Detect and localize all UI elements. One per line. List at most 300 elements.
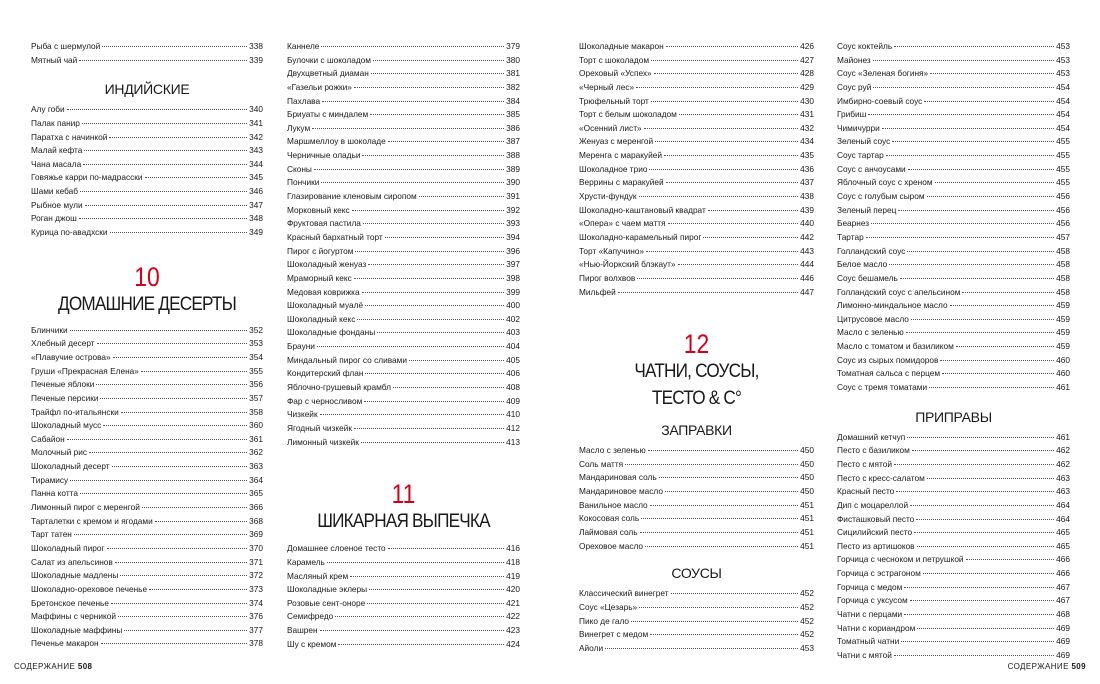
toc-entry [837, 313, 1070, 327]
section-title-sauces: СОУСЫ [671, 565, 722, 582]
entry-title: Миндальный пирог со сливами [287, 354, 407, 365]
entry-title: Соус «Зеленая богиня» [837, 68, 929, 79]
dot-leader [866, 237, 1054, 238]
entry-list [579, 40, 814, 299]
toc-entry [579, 601, 814, 615]
dot-leader [113, 357, 248, 358]
toc-entry [579, 587, 814, 601]
dot-leader [112, 466, 248, 467]
toc-entry [579, 615, 814, 629]
entry-title: Малай кефта [31, 145, 83, 156]
entry-page-number: 399 [506, 286, 520, 297]
dot-leader [927, 196, 1055, 197]
toc-entry [837, 340, 1070, 354]
entry-title: «Газельи рожки» [287, 81, 352, 92]
toc-entry [579, 40, 814, 54]
entry-page-number: 439 [800, 204, 814, 215]
entry-title: Яблочный соус с хреном [837, 177, 933, 188]
dot-leader [155, 521, 247, 522]
dot-leader [703, 237, 798, 238]
dot-leader [111, 603, 247, 604]
entry-page-number: 357 [249, 392, 263, 403]
dot-leader [900, 278, 1054, 279]
toc-entry [837, 190, 1070, 204]
entry-page-number: 394 [506, 231, 520, 242]
entry-page-number: 389 [506, 163, 520, 174]
toc-entry [287, 570, 520, 584]
entry-title: Шоколадный пирог [31, 542, 105, 553]
entry-title: Лимонно-миндальное масло [837, 300, 948, 311]
entry-title: Шоколадный женуаз [287, 259, 367, 270]
entry-title: Шоколадные фонданы [287, 327, 376, 338]
entry-title: Кондитерский флан [287, 368, 364, 379]
toc-entry [837, 540, 1070, 554]
dot-leader [97, 343, 248, 344]
dot-leader [641, 518, 798, 519]
entry-title: Тарталетки с кремом и ягодами [31, 515, 153, 526]
dot-leader [929, 387, 1054, 388]
entry-title: Палак панир [31, 117, 80, 128]
entry-title: Каннеле [287, 41, 320, 51]
dot-leader [639, 607, 798, 608]
entry-page-number: 412 [506, 422, 520, 433]
entry-page-number: 432 [800, 122, 814, 133]
entry-title: Майонез [837, 54, 871, 65]
entry-title: Шоколадные макарон [579, 41, 664, 51]
entry-page-number: 460 [1056, 354, 1070, 365]
toc-entry [31, 212, 263, 226]
entry-title: Песто из артишоков [837, 540, 915, 551]
entry-title: Шоколадный мусс [31, 420, 102, 431]
entry-page-number: 463 [1056, 472, 1070, 483]
entry-page-number: 457 [1056, 231, 1070, 242]
entry-page-number: 450 [800, 445, 814, 456]
entry-title: Трюфельный торт [579, 95, 649, 106]
dot-leader [645, 546, 798, 547]
entry-page-number: 362 [249, 447, 263, 458]
dot-leader [354, 278, 504, 279]
entry-title: Карамель [287, 556, 325, 567]
entry-page-number: 378 [249, 638, 263, 649]
entry-page-number: 451 [800, 527, 814, 538]
entry-page-number: 438 [800, 191, 814, 202]
toc-entry [579, 526, 814, 540]
entry-title: Ореховый «Успех» [579, 68, 652, 79]
entry-page-number: 371 [249, 556, 263, 567]
toc-entry [579, 499, 814, 513]
toc-entry [287, 272, 520, 286]
entry-title: Соус с анчоусами [837, 163, 906, 174]
entry-page-number: 459 [1056, 341, 1070, 352]
dot-leader [322, 101, 504, 102]
toc-entry [837, 217, 1070, 231]
entry-title: Двухцветный диаман [287, 68, 369, 79]
toc-entry [837, 608, 1070, 622]
entry-title: Бриуаты с миндалем [287, 109, 369, 120]
entry-title: Роган джош [31, 213, 77, 224]
page-number: 509 [1071, 662, 1086, 671]
toc-entry [287, 176, 520, 190]
dot-leader [357, 319, 504, 320]
section-title-seasonings: ПРИПРАВЫ [915, 408, 992, 425]
entry-title: Красный песто [837, 486, 895, 497]
dot-leader [142, 507, 247, 508]
entry-page-number: 456 [1056, 204, 1070, 215]
toc-entry [837, 431, 1070, 445]
entry-title: Белое масло [837, 259, 888, 270]
entry-title: Шоколадный десерт [31, 461, 110, 472]
toc-entry [579, 204, 814, 218]
entry-page-number: 447 [800, 286, 814, 297]
entry-title: Хрусти-фундук [579, 191, 637, 202]
entry-page-number: 460 [1056, 368, 1070, 379]
entry-page-number: 458 [1056, 245, 1070, 256]
entry-title: Голландский соус [837, 245, 906, 256]
dot-leader [67, 439, 247, 440]
toc-entry [287, 340, 520, 354]
toc-entry [31, 185, 263, 199]
dot-leader [121, 412, 247, 413]
entry-page-number: 469 [1056, 649, 1070, 660]
entry-title: Печеные яблоки [31, 379, 95, 390]
entry-page-number: 466 [1056, 568, 1070, 579]
section-title-dressings: ЗАПРАВКИ [661, 422, 732, 439]
entry-title: Тарт татен [31, 529, 72, 540]
entry-page-number: 403 [506, 327, 520, 338]
toc-entry [837, 513, 1070, 527]
entry-title: Пирог с йогуртом [287, 245, 354, 256]
entry-page-number: 446 [800, 272, 814, 283]
dot-leader [371, 73, 504, 74]
dot-leader [110, 232, 248, 233]
toc-entry [579, 54, 814, 68]
entry-page-number: 392 [506, 204, 520, 215]
entry-title: Шоколадный муалё [287, 300, 364, 311]
entry-page-number: 427 [800, 54, 814, 65]
entry-page-number: 346 [249, 186, 263, 197]
entry-title: Говяжье карри по-мадрасски [31, 172, 143, 183]
entry-page-number: 444 [800, 259, 814, 270]
toc-entry [579, 81, 814, 95]
entry-page-number: 349 [249, 227, 263, 238]
toc-entry [31, 226, 263, 240]
toc-entry [837, 176, 1070, 190]
dot-leader [962, 292, 1054, 293]
entry-page-number: 348 [249, 213, 263, 224]
entry-page-number: 423 [506, 625, 520, 636]
entry-title: Семифредо [287, 611, 334, 622]
entry-page-number: 376 [249, 611, 263, 622]
dot-leader [120, 575, 247, 576]
entry-page-number: 451 [800, 513, 814, 524]
toc-entry [31, 54, 263, 68]
chapter-title: ДОМАШНИЕ ДЕСЕРТЫ [58, 292, 236, 315]
entry-title: Винегрет с медом [579, 629, 649, 640]
entry-title: Торт с белым шоколадом [579, 109, 677, 120]
toc-entry [837, 149, 1070, 163]
entry-page-number: 465 [1056, 540, 1070, 551]
entry-title: Чизкейк [287, 409, 318, 420]
toc-entry [287, 610, 520, 624]
entry-title: Классический винегрет [579, 588, 669, 599]
dot-leader [889, 264, 1054, 265]
entry-title: Зеленый перец [837, 204, 897, 215]
toc-entry [31, 637, 263, 651]
dot-leader [103, 425, 247, 426]
toc-entry [287, 190, 520, 204]
dot-leader [149, 589, 247, 590]
toc-entry [579, 458, 814, 472]
toc-entry [31, 171, 263, 185]
toc-entry [579, 628, 814, 642]
entry-page-number: 468 [1056, 608, 1070, 619]
toc-entry [837, 81, 1070, 95]
dot-leader [639, 196, 799, 197]
entry-page-number: 418 [506, 556, 520, 567]
dot-leader [367, 603, 504, 604]
entry-title: Булочки с шоколадом [287, 54, 371, 65]
entry-page-number: 420 [506, 584, 520, 595]
dot-leader [312, 128, 504, 129]
dot-leader [894, 46, 1054, 47]
entry-title: Черничные оладьи [287, 150, 361, 161]
dot-leader [393, 387, 504, 388]
entry-page-number: 365 [249, 488, 263, 499]
entry-list [31, 103, 263, 239]
dot-leader [145, 177, 248, 178]
entry-title: Соль маття [579, 458, 624, 469]
dot-leader [82, 123, 247, 124]
entry-title: Лимонный пирог с меренгой [31, 502, 140, 513]
entry-page-number: 456 [1056, 191, 1070, 202]
entry-page-number: 461 [1056, 431, 1070, 442]
entry-list [579, 587, 814, 655]
entry-title: Рыба с шермулой [31, 41, 101, 51]
dot-leader [654, 73, 799, 74]
dot-leader [618, 292, 798, 293]
entry-title: Фруктовая пастила [287, 218, 361, 229]
entry-title: Тирамису [31, 474, 69, 485]
entry-page-number: 455 [1056, 150, 1070, 161]
entry-title: Масло с томатом и базиликом [837, 341, 954, 352]
toc-entry [837, 54, 1070, 68]
toc-entry [287, 583, 520, 597]
toc-entry [287, 217, 520, 231]
entry-title: Песто с кресс-салатом [837, 472, 925, 483]
toc-entry [287, 258, 520, 272]
dot-leader [369, 589, 504, 590]
entry-title: Пахлава [287, 95, 321, 106]
dot-leader [327, 562, 504, 563]
dot-leader [655, 141, 798, 142]
entry-title: Бретонское печенье [31, 597, 109, 608]
toc-entry [287, 624, 520, 638]
chapter-title-line-2: ТЕСТО & С° [651, 387, 742, 410]
entry-title: Фар с черносливом [287, 395, 363, 406]
entry-title: Соус «Цезарь» [579, 601, 638, 612]
entry-title: Чана масала [31, 158, 82, 169]
entry-page-number: 387 [506, 136, 520, 147]
dot-leader [894, 464, 1054, 465]
entry-page-number: 343 [249, 145, 263, 156]
toc-entry [837, 354, 1070, 368]
toc-entry [31, 324, 263, 338]
entry-page-number: 440 [800, 218, 814, 229]
entry-page-number: 453 [1056, 54, 1070, 65]
dot-leader [665, 491, 798, 492]
entry-page-number: 368 [249, 515, 263, 526]
toc-entry [837, 245, 1070, 259]
entry-page-number: 451 [800, 540, 814, 551]
entry-title: Горчица с медом [837, 581, 903, 592]
dot-leader [631, 621, 798, 622]
entry-title: Соус бешамель [837, 272, 898, 283]
dot-leader [651, 101, 798, 102]
dot-leader [100, 398, 247, 399]
toc-entry [579, 540, 814, 554]
entry-page-number: 455 [1056, 163, 1070, 174]
entry-page-number: 461 [1056, 382, 1070, 393]
entry-page-number: 402 [506, 313, 520, 324]
dot-leader [354, 87, 504, 88]
toc-entry [31, 446, 263, 460]
entry-page-number: 381 [506, 68, 520, 79]
entry-page-number: 397 [506, 259, 520, 270]
toc-entry [837, 122, 1070, 136]
toc-column-1 [31, 40, 263, 651]
toc-entry [579, 272, 814, 286]
toc-entry [579, 444, 814, 458]
entry-page-number: 398 [506, 272, 520, 283]
dot-leader [370, 114, 504, 115]
entry-page-number: 416 [506, 543, 520, 554]
entry-page-number: 452 [800, 629, 814, 640]
toc-entry [31, 583, 263, 597]
entry-title: Зеленый соус [837, 136, 891, 147]
entry-title: Соус коктейль [837, 41, 893, 51]
toc-entry [579, 67, 814, 81]
entry-title: Веррины с маракуйей [579, 177, 664, 188]
dot-leader [894, 655, 1054, 656]
toc-column-3 [579, 40, 814, 656]
dot-leader [365, 305, 504, 306]
entry-title: Курица по-авадхски [31, 227, 108, 238]
entry-title: Домашнее слоеное тесто [287, 543, 386, 554]
entry-title: Лимонный чизкейк [287, 436, 359, 447]
entry-page-number: 342 [249, 131, 263, 142]
entry-title: Панна котта [31, 488, 78, 499]
toc-entry [837, 367, 1070, 381]
dot-leader [904, 614, 1054, 615]
dot-leader [605, 648, 798, 649]
entry-title: Цитрусовое масло [837, 313, 909, 324]
entry-title: Вашрен [287, 625, 318, 636]
toc-entry [31, 406, 263, 420]
entry-page-number: 453 [800, 642, 814, 653]
entry-title: Масло с зеленью [837, 327, 904, 338]
entry-page-number: 382 [506, 81, 520, 92]
toc-entry [579, 217, 814, 231]
toc-entry [287, 408, 520, 422]
toc-entry [287, 286, 520, 300]
dot-leader [335, 616, 504, 617]
entry-page-number: 428 [800, 68, 814, 79]
dot-leader [321, 182, 504, 183]
entry-title: Мильфей [579, 286, 616, 297]
toc-entry [287, 542, 520, 556]
toc-entry [579, 149, 814, 163]
dot-leader [886, 155, 1054, 156]
entry-page-number: 385 [506, 109, 520, 120]
toc-entry [31, 392, 263, 406]
dot-leader [388, 548, 505, 549]
dot-leader [354, 428, 504, 429]
toc-entry [579, 135, 814, 149]
entry-page-number: 386 [506, 122, 520, 133]
toc-entry [287, 95, 520, 109]
entry-page-number: 462 [1056, 458, 1070, 469]
entry-title: Сицилийский песто [837, 527, 913, 538]
dot-leader [882, 128, 1054, 129]
entry-page-number: 426 [800, 41, 814, 51]
entry-title: Маффины с черникой [31, 611, 116, 622]
entry-page-number: 458 [1056, 272, 1070, 283]
dot-leader [625, 464, 798, 465]
entry-page-number: 469 [1056, 622, 1070, 633]
entry-page-number: 373 [249, 583, 263, 594]
dot-leader [940, 360, 1054, 361]
entry-title: Брауни [287, 341, 315, 352]
entry-page-number: 450 [800, 486, 814, 497]
entry-title: Трайфл по-итальянски [31, 406, 119, 417]
entry-page-number: 452 [800, 601, 814, 612]
dot-leader [651, 60, 798, 61]
entry-page-number: 374 [249, 597, 263, 608]
entry-title: Торт «Капучино» [579, 245, 645, 256]
entry-title: Ванильное масло [579, 499, 648, 510]
entry-title: Шоколадные эклеры [287, 584, 368, 595]
entry-title: Женуаз с меренгой [579, 136, 654, 147]
entry-page-number: 459 [1056, 313, 1070, 324]
chapter-number: 10 [134, 261, 160, 292]
toc-entry [837, 231, 1070, 245]
toc-entry [287, 81, 520, 95]
entry-page-number: 455 [1056, 177, 1070, 188]
dot-leader [904, 587, 1054, 588]
dot-leader [678, 264, 799, 265]
entry-title: Грибиш [837, 109, 867, 120]
entry-title: Груши «Прекрасная Елена» [31, 365, 139, 376]
entry-page-number: 424 [506, 638, 520, 649]
toc-entry [579, 95, 814, 109]
entry-page-number: 406 [506, 368, 520, 379]
entry-page-number: 459 [1056, 327, 1070, 338]
entry-page-number: 458 [1056, 259, 1070, 270]
toc-entry [837, 95, 1070, 109]
entry-title: Беарнез [837, 218, 870, 229]
entry-page-number: 408 [506, 382, 520, 393]
entry-title: Пончики [287, 177, 320, 188]
dot-leader [338, 644, 504, 645]
toc-entry [287, 354, 520, 368]
entry-title: Шоколадные маффины [31, 624, 123, 635]
entry-title: Фисташковый песто [837, 513, 915, 524]
entry-title: Мятный чай [31, 54, 78, 65]
entry-title: Хлебный десерт [31, 338, 95, 349]
dot-leader [314, 169, 504, 170]
entry-title: Лукум [287, 122, 311, 133]
toc-entry [31, 351, 263, 365]
